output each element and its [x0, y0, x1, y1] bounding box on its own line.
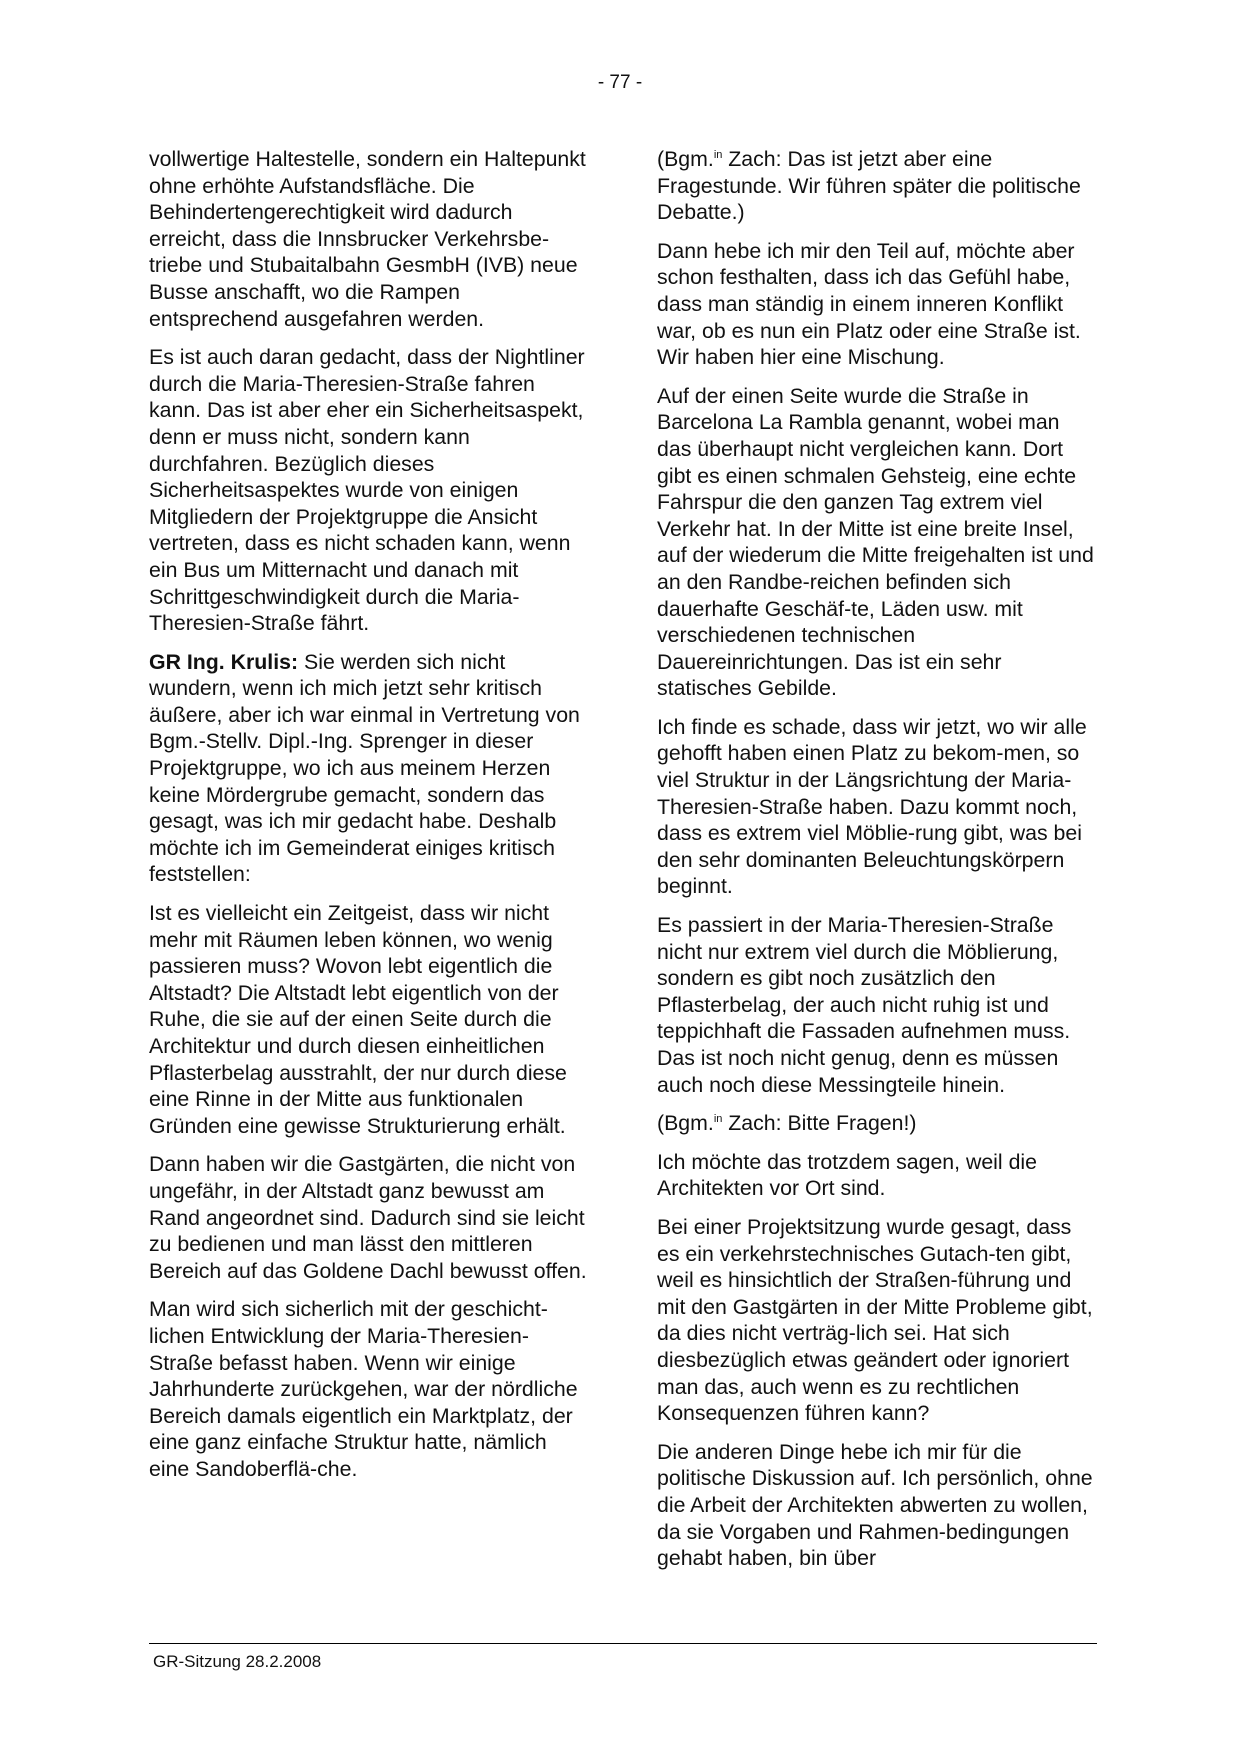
paragraph: Dann haben wir die Gastgärten, die nicht von ungefähr, in der Altstadt ganz bewusst am Rand angeordnet sind. Dadurch sind sie leicht zu bedienen und man lässt den mittleren Bereich auf das Goldene Dachl bewusst offen.: [149, 1152, 587, 1283]
paragraph: Auf der einen Seite wurde die Straße in Barcelona La Rambla genannt, wobei man das überhaupt nicht vergleichen kann. Dort gibt es einen schmalen Gehsteig, eine echte Fahrspur die den ganzen Tag extrem viel Verkehr hat. In der Mitte ist eine breite Insel, auf der wiederum die Mitte freigehalten ist und an den Randbe-reichen befinden sich dauerhafte Geschäf-te, Läden usw. mit verschiedenen technischen Dauereinrichtungen. Das ist ein sehr statisches Gebilde.: [657, 383, 1094, 701]
footer-session-date: GR-Sitzung 28.2.2008: [153, 1652, 322, 1671]
paragraph: Es passiert in der Maria-Theresien-Straße nicht nur extrem viel durch die Möblierung, sondern es gibt noch zusätzlich den Pflasterbelag, der auch nicht ruhig ist und teppichhaft die Fassaden aufnehmen muss. Das ist noch nicht genug, denn es müssen auch noch diese Messingteile hinein.: [657, 913, 1071, 1097]
paragraph: Dann hebe ich mir den Teil auf, möchte aber schon festhalten, dass ich das Gefühl habe, dass man ständig in einem inneren Konflikt war, ob es nun ein Platz oder eine Straße ist. Wir haben hier eine Mischung.: [657, 238, 1081, 370]
interjection-text: Zach: Bitte Fragen!): [722, 1111, 917, 1136]
interjection: [657, 146, 1097, 226]
paragraph: Bei einer Projektsitzung wurde gesagt, dass es ein verkehrstechnisches Gutach-ten gibt, weil es hinsichtlich der Straßen-führung und mit den Gastgärten in der Mitte Probleme gibt, da dies nicht verträg-lich sei. Hat sich diesbezüglich etwas geändert oder ignoriert man das, auch wenn es zu rechtlichen Konsequenzen führen kann?: [657, 1214, 1093, 1426]
right-column: [657, 146, 1097, 1584]
paragraph: Die anderen Dinge hebe ich mir für die politische Diskussion auf. Ich persönlich, ohne die Arbeit der Architekten abwerten zu wollen, da sie Vorgaben und Rahmen-bedingungen gehabt haben, bin über: [657, 1439, 1093, 1571]
left-column: [149, 146, 589, 1495]
superscript: in: [713, 148, 723, 161]
page-number: - 77 -: [597, 72, 643, 93]
footer-divider: [149, 1643, 1097, 1644]
interjection-prefix: (Bgm.: [657, 1111, 714, 1136]
paragraph: Man wird sich sicherlich mit der geschicht-lichen Entwicklung der Maria-Theresien-Straße befasst haben. Wenn wir einige Jahrhunderte zurückgehen, war der nördliche Bereich damals eigentlich ein Marktplatz, der eine ganz einfache Struktur hatte, nämlich eine Sandoberflä-che.: [149, 1297, 578, 1481]
paragraph-text: Sie werden sich nicht wundern, wenn ich mich jetzt sehr kritisch äußere, aber ich war einmal in Vertretung von Bgm.-Stellv. Dipl.-Ing. Sprenger in dieser Projektgruppe, wo ich aus meinem Herzen keine Mördergrube gemacht, sondern das gesagt, was ich mir gedacht habe. Deshalb möchte ich im Gemeinderat einiges kritisch feststellen:: [149, 649, 580, 887]
paragraph: Ist es vielleicht ein Zeitgeist, dass wir nicht mehr mit Räumen leben können, wo wenig passieren muss? Wovon lebt eigentlich die Altstadt? Die Altstadt lebt eigentlich von der Ruhe, die sie auf der einen Seite durch die Architektur und durch diesen einheitlichen Pflasterbelag ausstrahlt, der nur durch diese eine Rinne in der Mitte aus funktionalen Gründen eine gewisse Strukturierung erhält.: [149, 901, 567, 1138]
paragraph: vollwertige Haltestelle, sondern ein Haltepunkt ohne erhöhte Aufstandsfläche. Die Behindertengerechtigkeit wird dadurch erreicht, dass die Innsbrucker Verkehrsbe-triebe und Stubaitalbahn GesmbH (IVB) neue Busse anschafft, wo die Rampen entsprechend ausgefahren werden.: [149, 147, 586, 331]
paragraph: Ich finde es schade, dass wir jetzt, wo wir alle gehofft haben einen Platz zu bekom-men, so viel Struktur in der Längsrichtung der Maria-Theresien-Straße haben. Dazu kommt noch, dass es extrem viel Möblie-rung gibt, was bei den sehr dominanten Beleuchtungskörpern beginnt.: [657, 714, 1087, 899]
superscript: in: [713, 1113, 723, 1126]
speaker-name: GR Ing. Krulis:: [149, 649, 299, 674]
paragraph: [149, 649, 589, 888]
interjection-text: Zach: Das ist jetzt aber eine Fragestunde. Wir führen später die politische Debatte.): [657, 147, 1081, 225]
interjection-prefix: (Bgm.: [657, 147, 714, 171]
interjection: [657, 1110, 1097, 1137]
paragraph: Es ist auch daran gedacht, dass der Nightliner durch die Maria-Theresien-Straße fahren kann. Das ist aber eher ein Sicherheitsaspekt, denn er muss nicht, sondern kann durchfahren. Bezüglich dieses Sicherheitsaspektes wurde von einigen Mitgliedern der Projektgruppe die Ansicht vertreten, dass es nicht schaden kann, wenn ein Bus um Mitternacht und danach mit Schrittgeschwindigkeit durch die Maria-Theresien-Straße fährt.: [149, 345, 585, 636]
paragraph: Ich möchte das trotzdem sagen, weil die Architekten vor Ort sind.: [657, 1149, 1037, 1201]
